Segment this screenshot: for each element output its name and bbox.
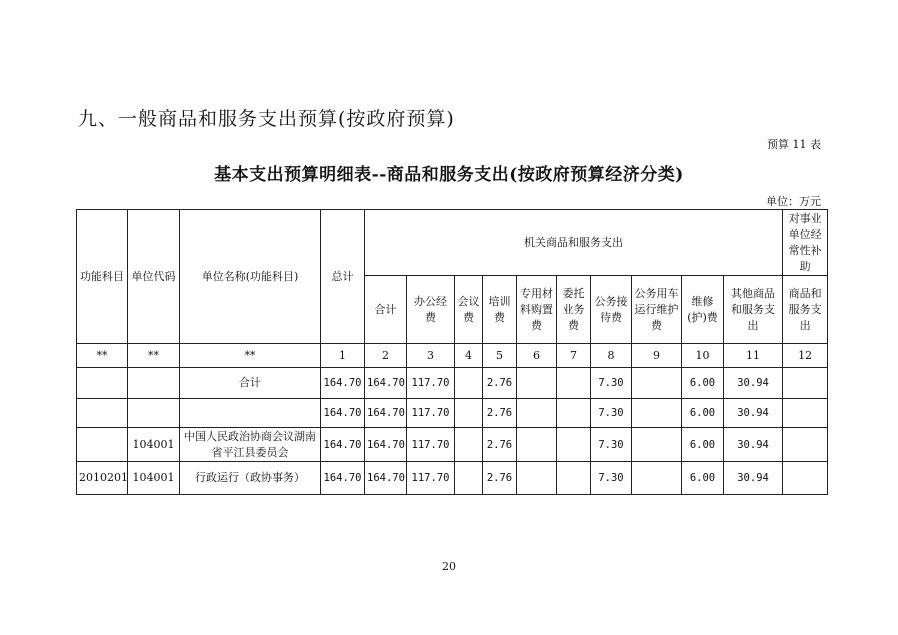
header-func-code: 功能科目: [77, 210, 128, 344]
value-cell: 164.70: [365, 368, 407, 399]
value-cell: 164.70: [321, 462, 365, 495]
index-row: [77, 344, 828, 368]
func-code-cell: 2010201: [77, 462, 128, 495]
value-cell: [517, 399, 557, 428]
unit-label: 单位：万元: [766, 195, 821, 208]
table-row: [77, 399, 828, 428]
header-sub: 培训费: [483, 276, 517, 344]
value-cell: 6.00: [682, 368, 724, 399]
header-sub: 维修(护)费: [682, 276, 724, 344]
unit-name-cell: 中国人民政治协商会议湖南省平江县委员会: [180, 428, 321, 462]
index-cell: 7: [557, 344, 591, 368]
value-cell: 2.76: [483, 462, 517, 495]
header-sub: 专用材料购置费: [517, 276, 557, 344]
header-total: 总计: [321, 210, 365, 344]
index-cell: 8: [591, 344, 632, 368]
index-cell: 4: [455, 344, 483, 368]
page-number: 20: [442, 560, 456, 573]
value-cell: 30.94: [724, 399, 783, 428]
table-id: 预算 11 表: [767, 138, 821, 151]
header-group-subsidy: 对事业单位经常性补助: [783, 210, 828, 276]
func-code-cell: [77, 399, 128, 428]
header-sub: 其他商品和服务支出: [724, 276, 783, 344]
header-sub: 委托业务费: [557, 276, 591, 344]
value-cell: 6.00: [682, 462, 724, 495]
index-cell: **: [128, 344, 180, 368]
index-cell: 1: [321, 344, 365, 368]
header-sub: 合计: [365, 276, 407, 344]
value-cell: 6.00: [682, 428, 724, 462]
table-row: [77, 462, 828, 495]
value-cell: 164.70: [365, 462, 407, 495]
header-row-1: [77, 210, 828, 276]
budget-table: [76, 209, 828, 495]
index-cell: **: [77, 344, 128, 368]
table-title: 基本支出预算明细表--商品和服务支出(按政府预算经济分类): [214, 165, 684, 185]
header-sub: 会议费: [455, 276, 483, 344]
value-cell: 2.76: [483, 368, 517, 399]
header-unit-name: 单位名称(功能科目): [180, 210, 321, 344]
section-title: 九、一般商品和服务支出预算(按政府预算): [78, 108, 455, 130]
value-cell: [517, 462, 557, 495]
index-cell: 2: [365, 344, 407, 368]
func-code-cell: [77, 428, 128, 462]
value-cell: [632, 428, 682, 462]
value-cell: 117.70: [407, 428, 455, 462]
value-cell: [455, 428, 483, 462]
index-cell: 12: [783, 344, 828, 368]
header-sub: 商品和服务支出: [783, 276, 828, 344]
header-sub: 办公经费: [407, 276, 455, 344]
value-cell: 164.70: [365, 399, 407, 428]
value-cell: 164.70: [321, 399, 365, 428]
value-cell: 164.70: [321, 368, 365, 399]
value-cell: [557, 428, 591, 462]
value-cell: [783, 399, 828, 428]
value-cell: 117.70: [407, 368, 455, 399]
value-cell: 7.30: [591, 368, 632, 399]
table-row: [77, 428, 828, 462]
unit-code-cell: 104001: [128, 428, 180, 462]
value-cell: 7.30: [591, 462, 632, 495]
value-cell: 30.94: [724, 368, 783, 399]
index-cell: 11: [724, 344, 783, 368]
value-cell: 2.76: [483, 399, 517, 428]
index-cell: 6: [517, 344, 557, 368]
value-cell: 30.94: [724, 428, 783, 462]
value-cell: [632, 368, 682, 399]
value-cell: 6.00: [682, 399, 724, 428]
header-group-jiguan: 机关商品和服务支出: [365, 210, 783, 276]
value-cell: [517, 368, 557, 399]
value-cell: 117.70: [407, 399, 455, 428]
value-cell: [557, 368, 591, 399]
header-unit-code: 单位代码: [128, 210, 180, 344]
unit-code-cell: [128, 399, 180, 428]
unit-name-cell: [180, 399, 321, 428]
value-cell: [455, 368, 483, 399]
value-cell: [455, 399, 483, 428]
value-cell: 2.76: [483, 428, 517, 462]
value-cell: 7.30: [591, 428, 632, 462]
value-cell: [517, 428, 557, 462]
index-cell: 10: [682, 344, 724, 368]
value-cell: [783, 428, 828, 462]
value-cell: 164.70: [365, 428, 407, 462]
value-cell: [783, 462, 828, 495]
value-cell: 117.70: [407, 462, 455, 495]
func-code-cell: [77, 368, 128, 399]
value-cell: 7.30: [591, 399, 632, 428]
header-sub: 公务接待费: [591, 276, 632, 344]
unit-code-cell: [128, 368, 180, 399]
index-cell: **: [180, 344, 321, 368]
header-sub: 公务用车运行维护费: [632, 276, 682, 344]
value-cell: [557, 462, 591, 495]
unit-name-cell: 行政运行（政协事务）: [180, 462, 321, 495]
value-cell: [455, 462, 483, 495]
index-cell: 9: [632, 344, 682, 368]
table-row: [77, 368, 828, 399]
unit-name-cell: 合计: [180, 368, 321, 399]
value-cell: 164.70: [321, 428, 365, 462]
index-cell: 5: [483, 344, 517, 368]
value-cell: [632, 399, 682, 428]
value-cell: 30.94: [724, 462, 783, 495]
value-cell: [783, 368, 828, 399]
value-cell: [632, 462, 682, 495]
value-cell: [557, 399, 591, 428]
index-cell: 3: [407, 344, 455, 368]
unit-code-cell: 104001: [128, 462, 180, 495]
